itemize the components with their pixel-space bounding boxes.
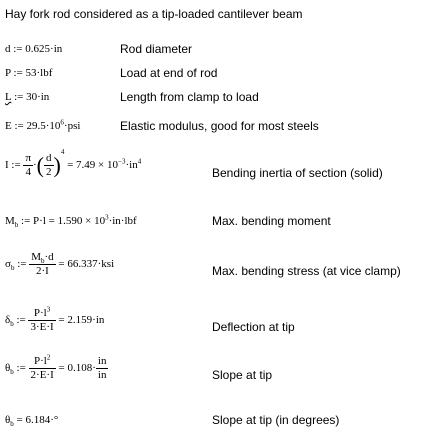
eq-slope: $\theta_b$ := $\frac{P\cdot l^2}{2\cdot E\cdot I}$ = 0.108· $\frac{in}{in}$ — [5, 353, 107, 381]
desc-rod-diameter: Rod diameter — [120, 42, 193, 56]
desc-slope-degrees: Slope at tip (in degrees) — [212, 413, 340, 427]
page-title: Hay fork rod considered as a tip-loaded cantilever beam — [5, 7, 303, 21]
desc-load: Load at end of rod — [120, 66, 218, 80]
eq-deflection: $\delta_b$ := $\frac{P\cdot l^3}{3\cdot E\cdot I}$ = 2.159·in — [5, 305, 105, 333]
eq-elastic-modulus: E := $29.5\cdot 10^6\cdot psi$ — [5, 118, 81, 132]
desc-bending-moment: Max. bending moment — [212, 214, 331, 228]
eq-bending-inertia: I := $\frac{\pi}{4}$ ·( $\frac{d}{2}$ )$^4 = 7.49 \times 10^{-3}\cdot in^4$ — [5, 148, 142, 178]
eq-slope-degrees: $\theta_b = 6.184\cdot^\circ$ — [5, 414, 59, 429]
eq-bending-stress: $\sigma_b$ := $\frac{M_b\cdot d}{2\cdot I}$ = 66.337·ksi — [5, 251, 115, 277]
eq-load: P := 53·lbf — [5, 67, 53, 79]
desc-deflection: Deflection at tip — [212, 320, 295, 334]
desc-elastic-modulus: Elastic modulus, good for most steels — [120, 119, 319, 133]
desc-length: Length from clamp to load — [120, 90, 259, 104]
eq-rod-diameter: d := 0.625·in — [5, 43, 63, 55]
desc-slope: Slope at tip — [212, 368, 273, 382]
desc-bending-inertia: Bending inertia of section (solid) — [212, 166, 383, 180]
desc-bending-stress: Max. bending stress (at vice clamp) — [212, 264, 401, 278]
eq-length: L := 30·in — [5, 91, 50, 103]
eq-bending-moment: $M_b$ := $P\cdot l = 1.590 \times 10^3\cdot in\cdot lbf$ — [5, 213, 137, 230]
